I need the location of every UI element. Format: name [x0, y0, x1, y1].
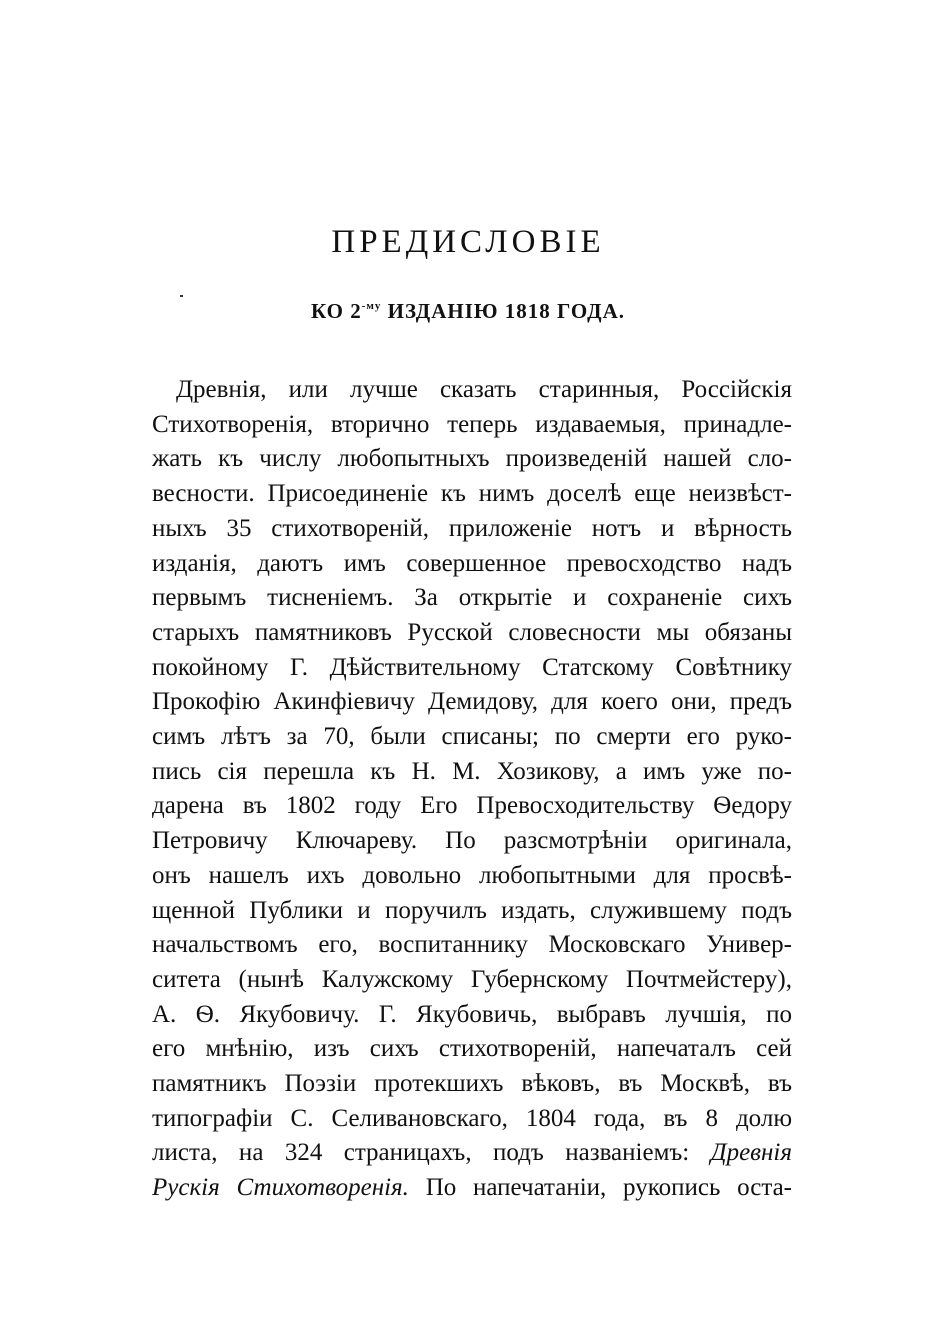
- text-line: ситета (нынѣ Калужскому Губернскому Почтмейстеру),: [152, 965, 792, 993]
- text-line: памятникъ Поэзіи протекшихъ вѣковъ, въ Москвѣ, въ: [152, 1070, 792, 1098]
- text-line: весности. Присоединеніе къ нимъ доселѣ еще неизвѣст-: [152, 480, 792, 508]
- text-line: старыхъ памятниковъ Русской словесности мы обязаны: [152, 618, 792, 646]
- text-line: пись сія перешла къ Н. М. Хозикову, а имъ уже по-: [152, 757, 792, 785]
- text-line: листа, на 324 страницахъ, подъ названіемъ: Древнія: [152, 1139, 792, 1167]
- text-line: покойному Г. Дѣйствительному Статскому Совѣтнику: [152, 653, 792, 681]
- text-line: щенной Публики и поручилъ издать, служившему подъ: [152, 896, 792, 924]
- text-line: онъ нашелъ ихъ довольно любопытными для просвѣ-: [152, 861, 792, 889]
- subtitle-superscript: -му: [361, 300, 382, 312]
- page-title: ПРЕДИСЛОВІЕ: [331, 224, 605, 260]
- text-line: ныхъ 35 стихотвореній, приложеніе нотъ и вѣрность: [152, 514, 792, 542]
- text-line: жать къ числу любопытныхъ произведеній нашей сло-: [152, 445, 792, 473]
- text-line: симъ лѣтъ за 70, были списаны; по смерти его руко-: [152, 723, 792, 751]
- text-line: его мнѣнію, изъ сихъ стихотвореній, напечаталъ сей: [152, 1035, 792, 1063]
- text-line: А. Ѳ. Якубовичу. Г. Якубовичь, выбравъ лучшія, по: [152, 1000, 792, 1028]
- text-line: Прокофію Акинфіевичу Демидову, для коего они, предъ: [152, 688, 792, 716]
- text-line: Древнія, или лучше сказать старинныя, Россійскія: [176, 376, 792, 403]
- text-line: изданія, даютъ имъ совершенное превосходство надъ: [152, 549, 792, 577]
- subtitle-prefix: КО 2: [310, 299, 362, 323]
- text-line: Рускія Стихотворенія. По напечатаніи, рукопись оста-: [152, 1174, 792, 1202]
- text-line: Стихотворенія, вторично теперь издаваемыя, принадле-: [152, 410, 792, 438]
- subtitle-suffix: ИЗДАНІЮ 1818 ГОДА.: [381, 299, 626, 323]
- page-subtitle: [0, 291, 936, 326]
- preface-body: [152, 373, 792, 1206]
- italic-title-part: Рускія Стихотворенія.: [152, 1174, 409, 1202]
- text-line: Петровичу Ключареву. По разсмотрѣніи оригинала,: [152, 827, 792, 855]
- text-line: дарена въ 1802 году Его Превосходительству Ѳедору: [152, 792, 792, 820]
- text-line: первымъ тисненіемъ. За открытіе и сохраненіе сихъ: [152, 584, 792, 612]
- text-line: начальствомъ его, воспитаннику Московскаго Универ-: [152, 931, 792, 959]
- text-line: типографіи С. Селивановскаго, 1804 года, въ 8 долю: [152, 1104, 792, 1132]
- italic-title-part: Древнія: [710, 1139, 792, 1167]
